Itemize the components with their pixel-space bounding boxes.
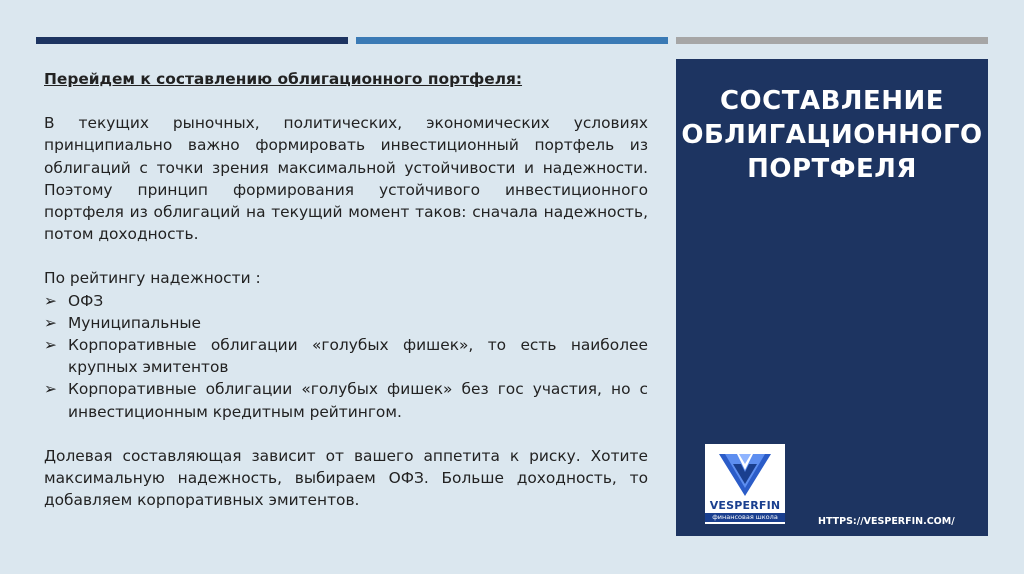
logo-name: VESPERFIN	[709, 499, 781, 512]
top-accent-bar-gray	[676, 37, 988, 44]
closing-paragraph: Долевая составляющая зависит от вашего аппетита к риску. Хотите максимальную надежность, выбираем ОФЗ. Больше доходность, то добавляем корпоративных эмитентов.	[44, 446, 648, 510]
title-panel	[676, 59, 988, 536]
arrow-bullet-icon: ➢	[44, 380, 57, 399]
list-item: ➢ Муниципальные	[44, 312, 648, 334]
arrow-bullet-icon: ➢	[44, 313, 57, 332]
top-accent-bar-blue	[356, 37, 668, 44]
list-title: По рейтингу надежности :	[44, 269, 261, 288]
vesperfin-v-logo-icon	[717, 450, 773, 498]
intro-paragraph: В текущих рыночных, политических, экономических условиях принципиально важно формировать инвестиционный портфель из облигаций с точки зрения максимальной устойчивости и надежности. Поэтому принцип формирования устойчивого инвестиционного портфеля из облигаций на текущий момент таков: сначала надежность, потом доходность.	[44, 114, 648, 244]
slide-title: СОСТАВЛЕНИЕ ОБЛИГАЦИОННОГО ПОРТФЕЛЯ	[681, 86, 983, 184]
section-heading: Перейдем к составлению облигационного портфеля:	[44, 70, 523, 88]
slide-body	[44, 68, 648, 511]
website-link[interactable]: HTTPS://VESPERFIN.COM/	[818, 516, 955, 527]
list-item: ➢ Корпоративные облигации «голубых фишек», то есть наиболее крупных эмитентов	[44, 336, 648, 377]
arrow-bullet-icon: ➢	[44, 291, 57, 310]
reliability-list	[44, 290, 648, 423]
list-item: ➢ Корпоративные облигации «голубых фишек» без гос участия, но с инвестиционным кредитным рейтингом.	[44, 380, 648, 421]
list-item: ➢ ОФЗ	[44, 290, 648, 312]
vesperfin-logo	[705, 444, 785, 524]
top-accent-bar-dark	[36, 37, 348, 44]
logo-subtitle: финансовая школа	[705, 513, 785, 522]
arrow-bullet-icon: ➢	[44, 336, 57, 355]
